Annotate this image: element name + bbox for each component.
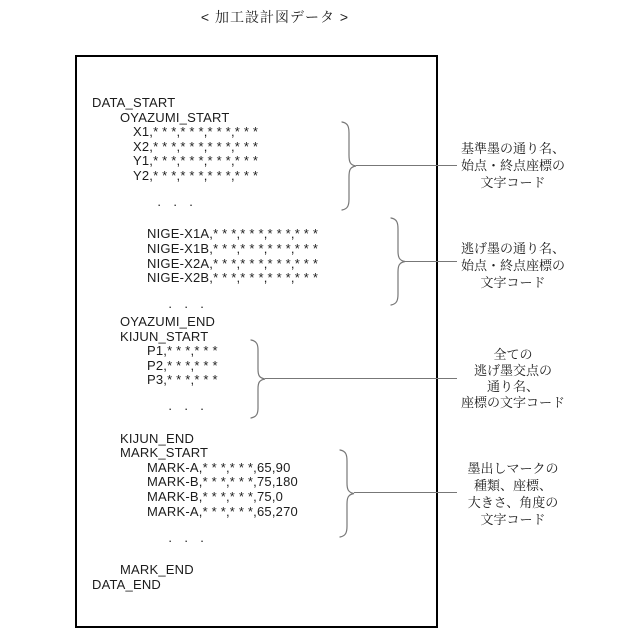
annotation-kouten <box>449 347 577 411</box>
brace-kijun <box>250 339 266 419</box>
leader-line-3 <box>265 378 457 379</box>
annotation-line: 種類、座標、 <box>473 478 552 493</box>
code-line: X2,* * *,* * *,* * *,* * * <box>133 138 259 154</box>
code-line: NIGE-X1A,* * *,* * *,* * *,* * * <box>147 226 319 242</box>
leader-line-1 <box>356 165 457 166</box>
code-line: DATA_START <box>92 95 176 110</box>
brace-mark <box>339 449 355 538</box>
annotation-line: 文字コード <box>480 175 546 190</box>
code-line: X1,* * *,* * *,* * *,* * * <box>133 124 259 140</box>
annotation-line: 通り名、 <box>486 379 539 394</box>
code-line: Y2,* * *,* * *,* * *,* * * <box>133 167 259 183</box>
code-line: MARK_END <box>120 562 194 577</box>
leader-line-4 <box>354 492 457 493</box>
code-line: OYAZUMI_END <box>120 313 216 329</box>
code-line: Y1,* * *,* * *,* * *,* * * <box>133 153 259 169</box>
annotation-line: 墨出しマークの <box>467 461 559 476</box>
code-line: MARK_START <box>120 445 209 461</box>
code-line: NIGE-X2B,* * *,* * *,* * *,* * * <box>147 270 319 286</box>
brace-oyazumi-xy <box>341 121 357 211</box>
annotation-line: 逃げ墨の通り名、 <box>460 241 565 256</box>
ellipsis-line: · · · <box>168 299 209 315</box>
code-line: OYAZUMI_START <box>120 109 230 125</box>
code-line: MARK-A,* * *,* * *,65,270 <box>147 503 298 519</box>
annotation-line: 始点・終点座標の <box>460 258 565 273</box>
code-listing <box>75 96 318 592</box>
code-line: P3,* * *,* * * <box>147 372 218 388</box>
annotation-line: 逃げ墨交点の <box>473 363 552 378</box>
code-line: MARK-A,* * *,* * *,65,90 <box>147 459 291 475</box>
annotation-line: 全ての <box>493 347 533 362</box>
page-title: < 加工設計図データ > <box>200 9 350 25</box>
code-line: P2,* * *,* * * <box>147 357 218 373</box>
annotation-kijunzumi <box>449 140 577 191</box>
code-line: MARK-B,* * *,* * *,75,180 <box>147 474 298 490</box>
brace-nige <box>390 217 406 306</box>
code-line: MARK-B,* * *,* * *,75,0 <box>147 489 284 505</box>
ellipsis-line: · · · <box>157 197 198 213</box>
ellipsis-line: · · · <box>168 532 209 548</box>
code-line: KIJUN_END <box>120 430 195 446</box>
annotation-nigezumi <box>449 240 577 291</box>
code-line: P1,* * *,* * * <box>147 343 218 359</box>
annotation-line: 大きさ、角度の <box>467 495 559 510</box>
annotation-sumidashi-mark <box>449 460 577 528</box>
annotation-line: 基準墨の通り名、 <box>460 141 565 156</box>
annotation-line: 文字コード <box>480 275 546 290</box>
code-line: KIJUN_START <box>120 328 209 344</box>
code-line: NIGE-X1B,* * *,* * *,* * *,* * * <box>147 240 319 256</box>
code-line: DATA_END <box>92 576 162 592</box>
ellipsis-line: · · · <box>168 401 209 417</box>
annotation-line: 始点・終点座標の <box>460 158 565 173</box>
code-line: NIGE-X2A,* * *,* * *,* * *,* * * <box>147 255 319 271</box>
annotation-line: 座標の文字コード <box>460 395 565 410</box>
annotation-line: 文字コード <box>480 512 546 527</box>
